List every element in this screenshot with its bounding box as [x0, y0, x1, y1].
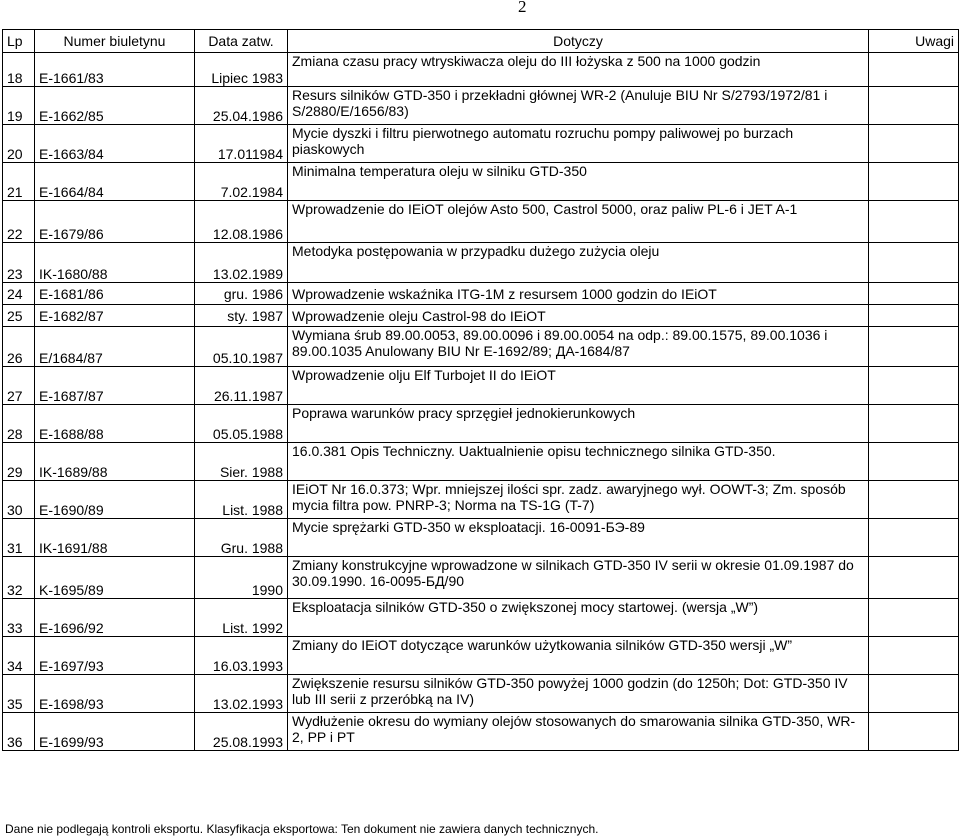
row-date: 13.02.1993: [195, 675, 288, 713]
row-date: 7.02.1984: [195, 163, 288, 201]
row-subject: Wprowadzenie wskaźnika ITG-1M z resursem 1000 godzin do IEiOT: [288, 283, 869, 305]
row-lp: 19: [3, 87, 35, 125]
row-notes: [869, 599, 959, 637]
table-row: [3, 125, 959, 163]
row-lp: 18: [3, 53, 35, 87]
row-date: 16.03.1993: [195, 637, 288, 675]
row-lp: 35: [3, 675, 35, 713]
row-lp: 24: [3, 283, 35, 305]
row-notes: [869, 519, 959, 557]
row-subject: Minimalna temperatura oleju w silniku GTD-350: [288, 163, 869, 201]
row-subject: Metodyka postępowania w przypadku dużego zużycia oleju: [288, 243, 869, 283]
row-date: 05.10.1987: [195, 327, 288, 367]
row-date: 25.04.1986: [195, 87, 288, 125]
row-lp: 27: [3, 367, 35, 405]
row-subject: Wydłużenie okresu do wymiany olejów stosowanych do smarowania silnika GTD-350, WR-2, PP i PT: [288, 713, 869, 751]
table-row: [3, 675, 959, 713]
row-number: E-1696/92: [35, 599, 195, 637]
row-number: E-1663/84: [35, 125, 195, 163]
row-subject: Zmiany do IEiOT dotyczące warunków użytkowania silników GTD-350 wersji „W”: [288, 637, 869, 675]
table-row: [3, 519, 959, 557]
row-date: 12.08.1986: [195, 201, 288, 243]
row-number: E-1690/89: [35, 481, 195, 519]
row-date: Gru. 1988: [195, 519, 288, 557]
row-notes: [869, 675, 959, 713]
row-subject: Resurs silników GTD-350 i przekładni głównej WR-2 (Anuluje BIU Nr S/2793/1972/81 i S/2880/E/1656/83): [288, 87, 869, 125]
row-notes: [869, 443, 959, 481]
row-notes: [869, 283, 959, 305]
table-row: [3, 443, 959, 481]
row-notes: [869, 713, 959, 751]
row-lp: 31: [3, 519, 35, 557]
row-subject: Wprowadzenie oleju Castrol-98 do IEiOT: [288, 305, 869, 327]
row-notes: [869, 87, 959, 125]
row-date: List. 1988: [195, 481, 288, 519]
row-notes: [869, 327, 959, 367]
row-subject: Poprawa warunków pracy sprzęgieł jednokierunkowych: [288, 405, 869, 443]
row-notes: [869, 243, 959, 283]
row-date: 25.08.1993: [195, 713, 288, 751]
row-notes: [869, 163, 959, 201]
row-date: Sier. 1988: [195, 443, 288, 481]
table-header-row: [3, 30, 959, 53]
table-row: [3, 201, 959, 243]
header-number: Numer biuletynu: [35, 30, 195, 53]
row-number: E-1699/93: [35, 713, 195, 751]
row-number: IK-1691/88: [35, 519, 195, 557]
row-number: E-1681/86: [35, 283, 195, 305]
row-date: Lipiec 1983: [195, 53, 288, 87]
header-date: Data zatw.: [195, 30, 288, 53]
row-lp: 23: [3, 243, 35, 283]
row-date: gru. 1986: [195, 283, 288, 305]
row-number: E-1662/85: [35, 87, 195, 125]
table-row: [3, 163, 959, 201]
table-row: [3, 327, 959, 367]
row-subject: Wprowadzenie do IEiOT olejów Asto 500, Castrol 5000, oraz paliw PL-6 i JET A-1: [288, 201, 869, 243]
row-number: IK-1689/88: [35, 443, 195, 481]
row-notes: [869, 405, 959, 443]
bulletin-table: [2, 29, 959, 751]
row-lp: 33: [3, 599, 35, 637]
row-number: E-1664/84: [35, 163, 195, 201]
table-row: [3, 405, 959, 443]
row-date: 26.11.1987: [195, 367, 288, 405]
row-number: E-1679/86: [35, 201, 195, 243]
header-notes: Uwagi: [869, 30, 959, 53]
row-lp: 25: [3, 305, 35, 327]
row-date: 05.05.1988: [195, 405, 288, 443]
row-subject: Wymiana śrub 89.00.0053, 89.00.0096 i 89.00.0054 na odp.: 89.00.1575, 89.00.1036 i 89.00.1035 Anulowany BIU Nr E-1692/89; ДА-1684/87: [288, 327, 869, 367]
row-lp: 29: [3, 443, 35, 481]
table-row: [3, 367, 959, 405]
row-notes: [869, 637, 959, 675]
table-row: [3, 243, 959, 283]
row-number: E-1698/93: [35, 675, 195, 713]
row-subject: Wprowadzenie olju Elf Turbojet II do IEiOT: [288, 367, 869, 405]
table-row: [3, 53, 959, 87]
row-subject: 16.0.381 Opis Techniczny. Uaktualnienie opisu technicznego silnika GTD-350.: [288, 443, 869, 481]
table-row: [3, 713, 959, 751]
row-notes: [869, 201, 959, 243]
row-notes: [869, 481, 959, 519]
row-subject: Zwiększenie resursu silników GTD-350 powyżej 1000 godzin (do 1250h; Dot: GTD-350 IV lub III serii z przeróbką na IV): [288, 675, 869, 713]
table-row: [3, 599, 959, 637]
row-number: E-1697/93: [35, 637, 195, 675]
row-date: 1990: [195, 557, 288, 599]
row-subject: IEiOT Nr 16.0.373; Wpr. mniejszej ilości spr. zadz. awaryjnego wył. OOWT-3; Zm. sposób mycia filtra pow. PNRP-3; Norma na TS-1G (T-7): [288, 481, 869, 519]
row-date: List. 1992: [195, 599, 288, 637]
row-lp: 36: [3, 713, 35, 751]
table-row: [3, 637, 959, 675]
row-number: E/1684/87: [35, 327, 195, 367]
table-row: [3, 305, 959, 327]
row-number: E-1682/87: [35, 305, 195, 327]
row-subject: Eksploatacja silników GTD-350 o zwiększonej mocy startowej. (wersja „W”): [288, 599, 869, 637]
page-number: 2: [518, 0, 527, 16]
row-lp: 32: [3, 557, 35, 599]
footer-note: Dane nie podlegają kontroli eksportu. Klasyfikacja eksportowa: Ten dokument nie zawiera danych technicznych.: [5, 822, 599, 836]
row-number: IK-1680/88: [35, 243, 195, 283]
row-subject: Zmiany konstrukcyjne wprowadzone w silnikach GTD-350 IV serii w okresie 01.09.1987 do 30.09.1990. 16-0095-БД/90: [288, 557, 869, 599]
row-subject: Zmiana czasu pracy wtryskiwacza oleju do III łożyska z 500 na 1000 godzin: [288, 53, 869, 87]
row-notes: [869, 53, 959, 87]
row-number: K-1695/89: [35, 557, 195, 599]
row-notes: [869, 367, 959, 405]
row-lp: 26: [3, 327, 35, 367]
table-row: [3, 557, 959, 599]
table-body: [3, 53, 959, 751]
table-row: [3, 283, 959, 305]
row-date: 13.02.1989: [195, 243, 288, 283]
row-lp: 28: [3, 405, 35, 443]
table-row: [3, 481, 959, 519]
row-subject: Mycie dyszki i filtru pierwotnego automatu rozruchu pompy paliwowej po burzach piaskowych: [288, 125, 869, 163]
row-lp: 30: [3, 481, 35, 519]
row-lp: 20: [3, 125, 35, 163]
row-number: E-1688/88: [35, 405, 195, 443]
row-number: E-1687/87: [35, 367, 195, 405]
row-notes: [869, 557, 959, 599]
row-number: E-1661/83: [35, 53, 195, 87]
header-lp: Lp: [3, 30, 35, 53]
row-subject: Mycie sprężarki GTD-350 w eksploatacji. 16-0091-БЭ-89: [288, 519, 869, 557]
row-date: sty. 1987: [195, 305, 288, 327]
row-lp: 34: [3, 637, 35, 675]
table-row: [3, 87, 959, 125]
row-date: 17.011984: [195, 125, 288, 163]
header-subject: Dotyczy: [288, 30, 869, 53]
row-notes: [869, 125, 959, 163]
row-lp: 22: [3, 201, 35, 243]
row-notes: [869, 305, 959, 327]
row-lp: 21: [3, 163, 35, 201]
